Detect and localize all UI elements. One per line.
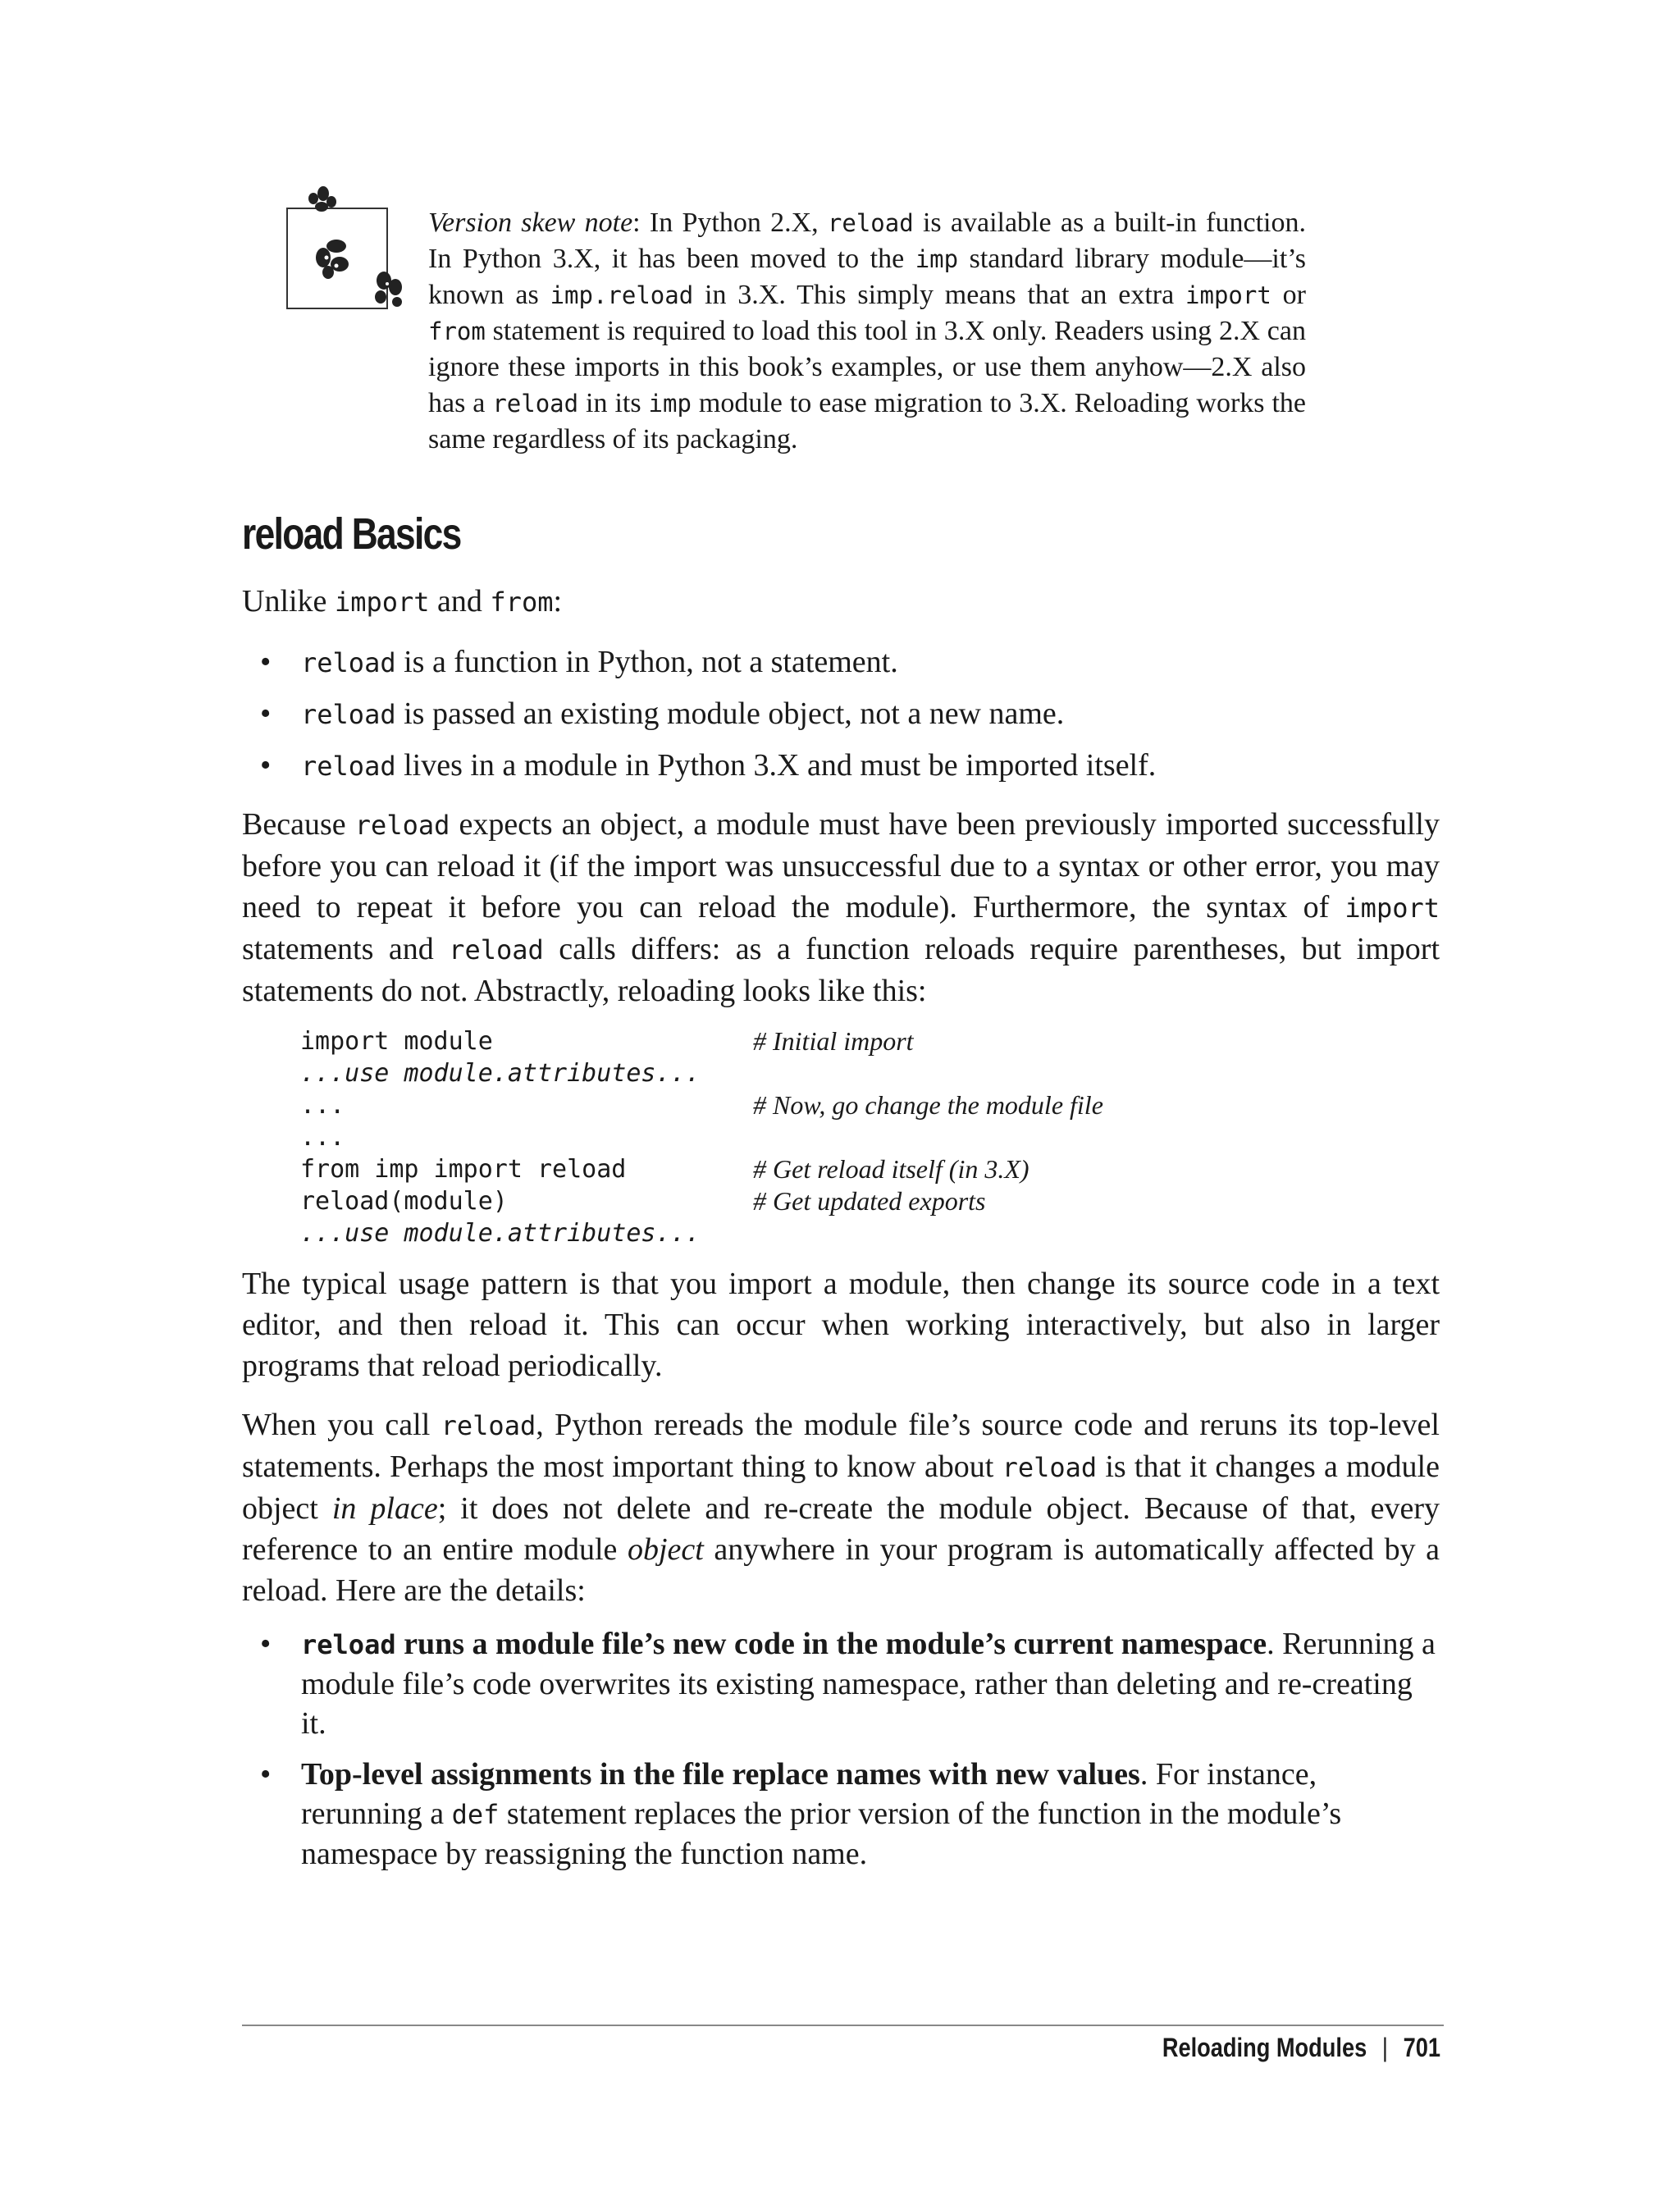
- inline-code: reload: [827, 209, 914, 237]
- list-item-text: . Rerunning a module file’s code overwrites its existing namespace, rather than deleting and re-creating it.: [301, 1627, 1436, 1741]
- list-item-text: is passed an existing module object, not a new name.: [395, 696, 1065, 731]
- paragraph-reload-in-place: [242, 1404, 1440, 1611]
- note-text: in its: [578, 388, 649, 418]
- footer-separator: |: [1381, 2033, 1388, 2062]
- code-line: [300, 1057, 1285, 1089]
- note-label: Version skew note: [428, 208, 633, 238]
- list-item: [242, 745, 1440, 787]
- body-text: is that it changes a module object: [242, 1449, 1440, 1526]
- inline-code: def: [451, 1799, 500, 1830]
- code-comment: # Get reload itself (in 3.X): [753, 1154, 1029, 1184]
- page-number: 701: [1403, 2033, 1440, 2062]
- inline-code: from: [490, 587, 554, 618]
- inline-code: reload: [301, 1629, 396, 1660]
- code-comment: # Get updated exports: [753, 1186, 986, 1216]
- code-text: ...use module.attributes...: [300, 1059, 701, 1088]
- code-text: import module: [300, 1027, 493, 1056]
- code-line: [300, 1025, 1285, 1057]
- inline-code: imp.reload: [550, 281, 694, 309]
- body-text: calls differs: as a function reloads require parentheses, but import statements do not. Abstractly, reloading looks like this:: [242, 932, 1440, 1008]
- note-text: standard library module—it’s known as: [428, 244, 1306, 310]
- body-text: expects an object, a module must have been previously imported successfully before you can reload it (if the import was unsuccessful due to a syntax or other error, you may need to repeat it before you can reload the module). Furthermore, the syntax of: [242, 807, 1440, 924]
- footer-title: Reloading Modules: [1162, 2033, 1367, 2062]
- code-line: [300, 1217, 1285, 1249]
- intro-paragraph: [242, 581, 1440, 623]
- emphasis-text: object: [627, 1532, 704, 1567]
- note-text: in 3.X. This simply means that an extra: [693, 280, 1186, 310]
- list-item: [242, 641, 1440, 683]
- body-text: Unlike: [242, 584, 335, 619]
- bold-text: Top-level assignments in the file replace names with new values: [301, 1757, 1140, 1792]
- code-text: reload(module): [300, 1187, 508, 1216]
- code-text: ...: [300, 1123, 345, 1152]
- code-line: [300, 1121, 1285, 1153]
- note-text: module to ease migration to 3.X. Reloading works the same regardless of its packaging.: [428, 388, 1307, 454]
- inline-code: import: [1344, 892, 1440, 924]
- inline-code: reload: [441, 1410, 536, 1441]
- inline-code: reload: [1002, 1452, 1098, 1483]
- code-text: ...use module.attributes...: [300, 1219, 701, 1248]
- inline-code: import: [1185, 281, 1271, 309]
- body-text: anywhere in your program is automatically affected by a reload. Here are the details:: [242, 1532, 1440, 1608]
- note-text: is available as a built-in function. In Python 3.X, it has been moved to the: [428, 208, 1306, 274]
- section-title: reload Basics: [242, 509, 461, 559]
- body-text: When you call: [242, 1408, 441, 1442]
- list-item-text: is a function in Python, not a statement.: [395, 645, 898, 679]
- code-line: [300, 1089, 1285, 1121]
- body-text: Because: [242, 807, 355, 842]
- code-text: ...: [300, 1091, 345, 1120]
- inline-code: imp: [648, 390, 692, 418]
- version-skew-note: [428, 205, 1306, 458]
- inline-code: import: [334, 587, 430, 618]
- code-comment: # Initial import: [753, 1026, 914, 1056]
- note-text: or: [1271, 280, 1306, 310]
- inline-code: reload: [301, 647, 396, 678]
- body-text: and: [429, 584, 491, 619]
- code-text: from imp import reload: [300, 1155, 627, 1184]
- code-comment: # Now, go change the module file: [753, 1090, 1103, 1120]
- note-text: : In Python 2.X,: [632, 208, 828, 238]
- inline-code: reload: [492, 390, 579, 418]
- code-block: [300, 1025, 1285, 1249]
- bold-text: runs a module file’s new code in the module’s current namespace: [395, 1627, 1267, 1661]
- inline-code: reload: [301, 699, 396, 730]
- list-item: [242, 693, 1440, 735]
- paragraph-typical-usage: The typical usage pattern is that you import a module, then change its source code in a text editor, and then reload it. This can occur when working interactively, but also in larger programs that reload periodically.: [242, 1267, 1440, 1383]
- code-line: [300, 1185, 1285, 1217]
- note-icon: [282, 182, 422, 322]
- body-text: statements and: [242, 932, 450, 966]
- bullet-list-reload-facts: [242, 641, 1440, 787]
- inline-code: reload: [449, 934, 544, 966]
- body-text: :: [553, 584, 563, 619]
- inline-code: from: [428, 317, 486, 345]
- list-item-text: statement replaces the prior version of the function in the module’s namespace by reassigning the function name.: [301, 1796, 1342, 1871]
- emphasis-text: in place: [331, 1491, 438, 1526]
- list-item-text: lives in a module in Python 3.X and must be imported itself.: [395, 748, 1157, 783]
- code-line: [300, 1153, 1285, 1185]
- inline-code: reload: [301, 751, 396, 782]
- note-text: statement is required to load this tool in 3.X only. Readers using 2.X can ignore these imports in this book’s examples, or use them anyhow—2.X also has a: [428, 316, 1306, 418]
- paragraph-reload-expects-object: [242, 804, 1440, 1011]
- body-text: , Python rereads the module file’s source code and reruns its top-level statements. Perhaps the most important thing to know about: [242, 1408, 1440, 1484]
- list-item: [242, 1624, 1440, 1743]
- inline-code: reload: [354, 810, 450, 841]
- list-item-text: . For instance, rerunning a: [301, 1757, 1317, 1831]
- page-footer: [1162, 2033, 1440, 2063]
- body-text: ; it does not delete and re-create the module object. Because of that, every reference to an entire module: [242, 1491, 1440, 1567]
- inline-code: imp: [915, 245, 959, 273]
- list-item: [242, 1755, 1440, 1874]
- bullet-list-reload-details: [242, 1624, 1440, 1874]
- footer-rule: [242, 2025, 1444, 2026]
